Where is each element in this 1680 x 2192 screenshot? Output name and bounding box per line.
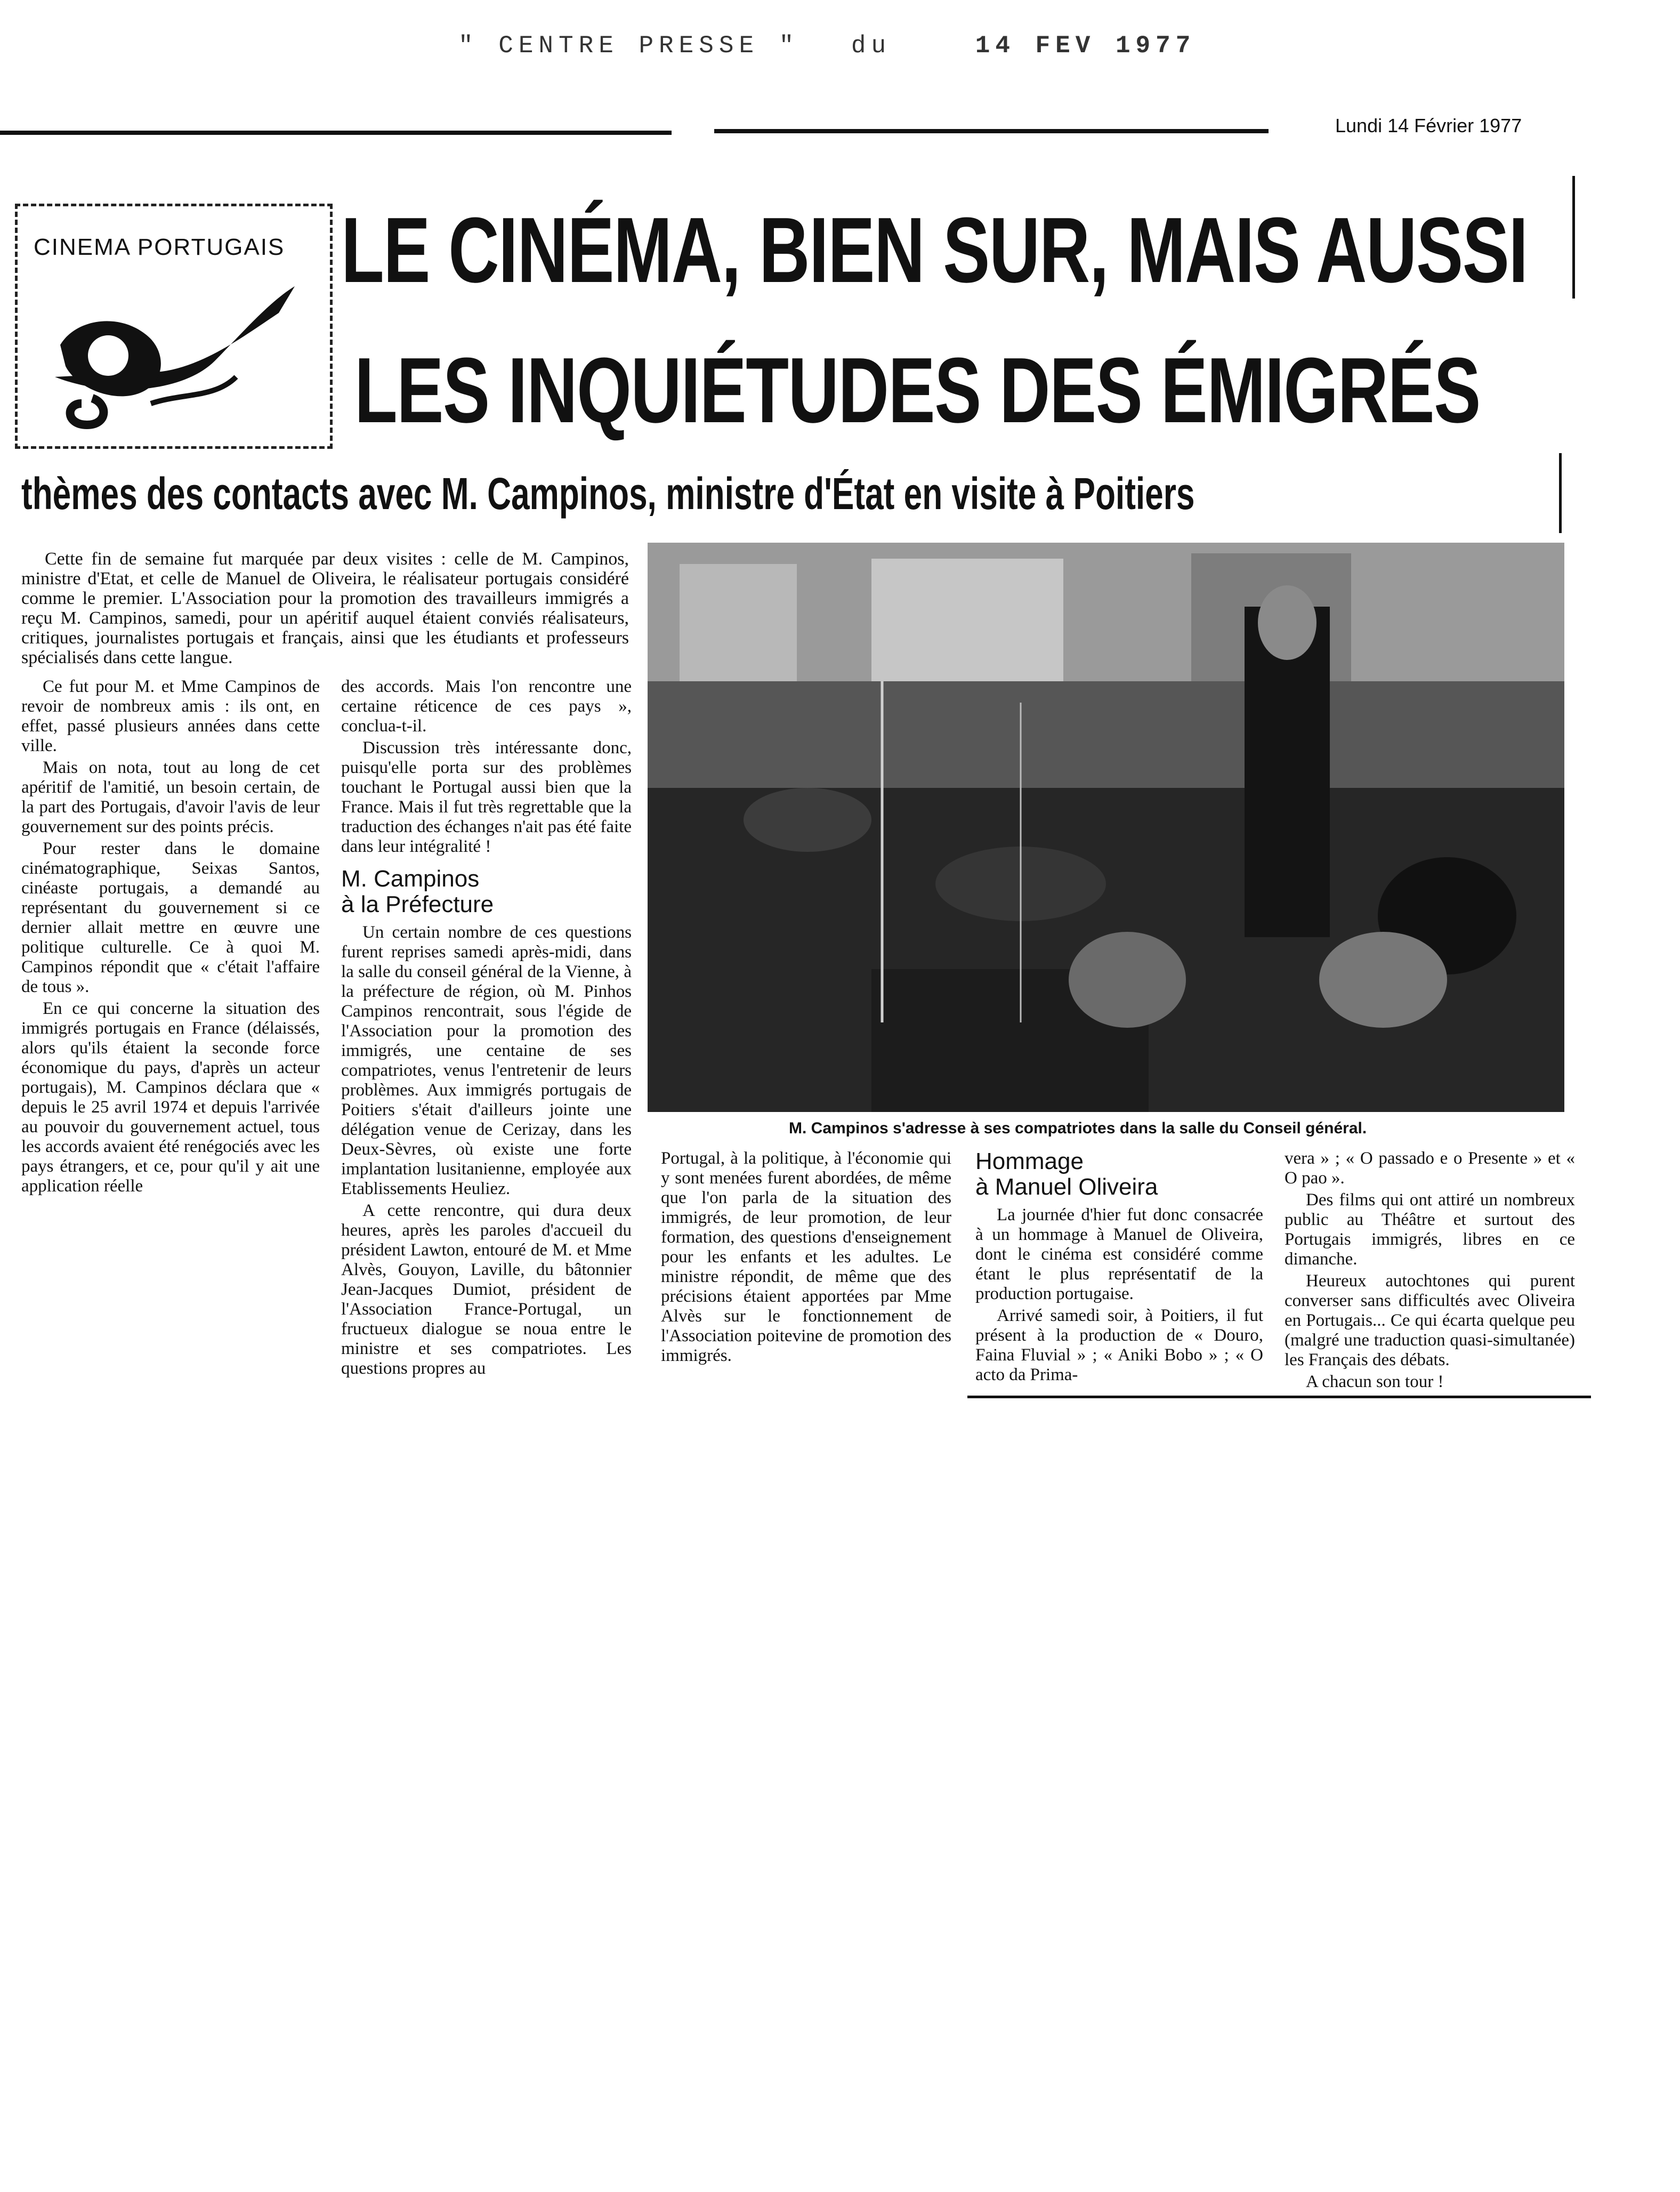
paragraph: La journée d'hier fut donc consacrée à un hommage à Manuel de Oliveira, dont le cinéma est considéré comme étant le plus représentatif de la production portugaise. bbox=[975, 1205, 1263, 1303]
column-5 bbox=[1285, 1149, 1575, 1394]
stamp-source: " CENTRE PRESSE " bbox=[458, 32, 799, 60]
column-3 bbox=[661, 1149, 951, 1368]
lead-paragraph: Cette fin de semaine fut marquée par deux visites : celle de M. Campinos, ministre d'Etat, et celle de Manuel de Oliveira, le réalisateur portugais considéré comme le premier. L'Association pour la promotion des travailleurs immigrés a reçu M. Campinos, samedi, pour un apéritif auquel étaient conviés réalisateurs, critiques, journalistes portugais et français, ainsi que les étudiants et professeurs spécialisés dans cette langue. bbox=[21, 549, 629, 667]
paragraph: vera » ; « O passado e o Presente » et « O pao ». bbox=[1285, 1149, 1575, 1188]
paragraph: Mais on nota, tout au long de cet apéritif de l'amitié, un besoin certain, de la part des Portugais, d'avoir l'avis de leur gouvernement sur des points précis. bbox=[21, 758, 320, 836]
side-mark bbox=[1572, 176, 1575, 299]
section-heading-line: à Manuel Oliveira bbox=[975, 1174, 1158, 1200]
section-heading-line: M. Campinos bbox=[341, 866, 480, 892]
stamp-date: 14 FEV 1977 bbox=[975, 32, 1196, 60]
headline-line2: LES INQUIÉTUDES DES ÉMIGRÉS bbox=[354, 338, 1480, 442]
paragraph: Un certain nombre de ces questions furent reprises samedi après-midi, dans la salle du conseil général de la Vienne, à la préfecture de région, où M. Pinhos Campinos rencontrait, sous l'égide de l'Association pour la promotion des immigrés, une centaine de ses compatriotes, venus l'entretenir de leurs problèmes. Aux immigrés portugais de Poitiers s'était d'ailleurs jointe une délégation venue de Cerizay, dans les Deux-Sèvres, où existe une forte implantation lusitanienne, employée aux Etablissements Heuliez. bbox=[341, 923, 632, 1198]
dateline: Lundi 14 Février 1977 bbox=[1335, 115, 1522, 136]
column-1 bbox=[21, 677, 320, 1198]
paragraph: En ce qui concerne la situation des immigrés portugais en France (délaissés, alors qu'ils étaient la seconde force économique du pays, d'après un acteur portugais), M. Campinos déclara que « depuis le 25 avril 1974 et depuis l'arrivée au pouvoir du gouvernement actuel, tous les accords avaient été renégociés avec les pays étrangers, et ce, pour qu'il y ait une application réelle bbox=[21, 999, 320, 1196]
section-heading-prefecture bbox=[341, 866, 632, 917]
stamp-du: du bbox=[851, 32, 892, 60]
archive-stamp bbox=[458, 32, 1196, 60]
top-rule-right bbox=[714, 129, 1269, 133]
paragraph: des accords. Mais l'on rencontre une certaine réticence de ces pays », conclua-t-il. bbox=[341, 677, 632, 736]
paragraph: Portugal, à la politique, à l'économie qui y sont menées furent abordées, de même que l'on parla de la situation des immigrés, de leur promotion, de leur formation, des questions d'enseignement pour les enfants et les adultes. Le ministre répondit, de même que des précisions étaient apportées par Mme Alvès sur le fonctionnement de l'Association poitevine de promotion des immigrés. bbox=[661, 1149, 951, 1365]
rubric-label: CINEMA PORTUGAIS bbox=[34, 234, 285, 260]
top-rule-left bbox=[0, 131, 672, 135]
paragraph: Pour rester dans le domaine cinématographique, Seixas Santos, cinéaste portugais, a demandé au représentant du gouvernement si ce dernier allait mettre en œuvre une politique culturelle. Ce à quoi M. Campinos répondit que « c'était l'affaire de tous ». bbox=[21, 839, 320, 996]
paragraph: Heureux autochtones qui purent converser sans difficultés avec Oliveira en Portugais... Ce qui écarta quelque peu (malgré une traduction quasi-simultanée) les Français des débats. bbox=[1285, 1271, 1575, 1369]
paragraph: A chacun son tour ! bbox=[1306, 1372, 1444, 1391]
press-photo bbox=[648, 543, 1564, 1112]
headline-line1: LE CINÉMA, BIEN SUR, MAIS AUSSI bbox=[341, 198, 1528, 302]
side-mark-2 bbox=[1559, 453, 1562, 533]
section-heading-hommage bbox=[975, 1149, 1263, 1200]
paragraph: Arrivé samedi soir, à Poitiers, il fut présent à la production de « Douro, Faina Fluvial » ; « Aniki Bobo » ; « O acto da Prima- bbox=[975, 1306, 1263, 1384]
column-4 bbox=[975, 1149, 1263, 1387]
paragraph: A cette rencontre, qui dura deux heures, après les paroles d'accueil du président Lawton, entouré de M. et Mme Alvès, Gouyon, Laville, du bâtonnier Jean-Jacques Dumiot, président de l'Association France-Portugal, un fructueux dialogue se noua entre le ministre et ses compatriotes. Les questions propres au bbox=[341, 1201, 632, 1378]
film-reel-icon bbox=[44, 270, 311, 436]
subheadline: thèmes des contacts avec M. Campinos, ministre d'État en visite à Poitiers bbox=[21, 469, 1195, 519]
section-heading-line: Hommage bbox=[975, 1148, 1084, 1174]
column-2 bbox=[341, 677, 632, 1381]
rubric-box bbox=[15, 204, 333, 449]
paragraph: Discussion très intéressante donc, puisqu'elle porta sur des problèmes touchant le Portugal aussi bien que la France. Mais il fut très regrettable que la traduction des échanges n'ait pas été faite dans leur intégralité ! bbox=[341, 738, 632, 856]
photo-caption: M. Campinos s'adresse à ses compatriotes dans la salle du Conseil général. bbox=[789, 1119, 1367, 1137]
section-heading-line: à la Préfecture bbox=[341, 891, 494, 917]
paragraph: Ce fut pour M. et Mme Campinos de revoir de nombreux amis : ils ont, en effet, passé plusieurs années dans cette ville. bbox=[21, 677, 320, 755]
bottom-rule bbox=[967, 1396, 1591, 1398]
paragraph: Des films qui ont attiré un nombreux public au Théâtre et surtout des Portugais immigrés, libres en ce dimanche. bbox=[1285, 1190, 1575, 1269]
press-photo-scene bbox=[648, 543, 1564, 1112]
